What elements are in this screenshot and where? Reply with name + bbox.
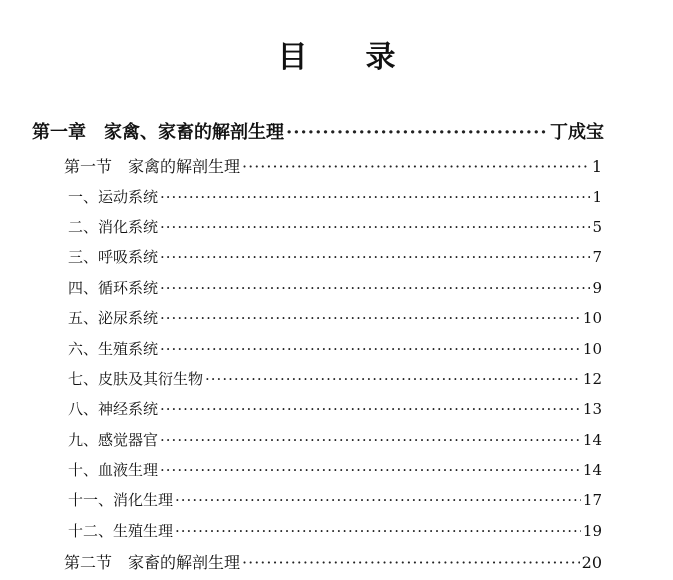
toc-item-3[interactable] <box>68 246 602 267</box>
section-page: 1 <box>591 157 602 176</box>
dot-leader <box>160 248 590 266</box>
section-label: 第一节 家禽的解剖生理 <box>64 157 241 176</box>
toc-item-9[interactable] <box>68 429 602 450</box>
dot-leader <box>160 461 581 479</box>
toc-chapter-1[interactable] <box>32 118 604 144</box>
dot-leader <box>242 553 580 572</box>
item-page: 1 <box>592 188 602 206</box>
item-page: 14 <box>582 431 602 449</box>
dot-leader <box>160 279 590 297</box>
toc-item-10[interactable] <box>68 459 602 480</box>
section-page: 20 <box>581 553 602 572</box>
item-page: 9 <box>592 279 602 297</box>
dot-leader <box>160 431 581 449</box>
dot-leader <box>205 370 581 388</box>
dot-leader <box>160 309 581 327</box>
item-page: 14 <box>582 461 602 479</box>
page-title <box>0 32 673 76</box>
title-char-lu: 录 <box>365 40 396 75</box>
toc-item-12[interactable] <box>68 520 602 541</box>
section-label: 第二节 家畜的解剖生理 <box>64 553 241 572</box>
toc-section-2[interactable] <box>64 550 602 573</box>
item-label: 十、血液生理 <box>68 461 159 479</box>
toc-section-1[interactable] <box>64 154 602 177</box>
chapter-label: 第一章 家禽、家畜的解剖生理 <box>32 122 284 143</box>
item-page: 13 <box>582 400 602 418</box>
toc-item-1[interactable] <box>68 186 602 207</box>
toc-item-2[interactable] <box>68 216 602 237</box>
item-page: 10 <box>582 309 602 327</box>
dot-leader <box>160 340 581 358</box>
title-char-mu: 目 <box>277 40 308 75</box>
dot-leader <box>175 522 581 540</box>
toc-item-8[interactable] <box>68 398 602 419</box>
item-label: 三、呼吸系统 <box>68 248 159 266</box>
item-label: 六、生殖系统 <box>68 340 159 358</box>
toc-item-6[interactable] <box>68 338 602 359</box>
toc-item-4[interactable] <box>68 277 602 298</box>
item-page: 7 <box>592 248 602 266</box>
item-label: 十一、消化生理 <box>68 491 174 509</box>
item-label: 九、感觉器官 <box>68 431 159 449</box>
item-page: 17 <box>582 491 602 509</box>
toc-item-5[interactable] <box>68 307 602 328</box>
item-label: 五、泌尿系统 <box>68 309 159 327</box>
item-label: 一、运动系统 <box>68 188 159 206</box>
item-page: 19 <box>582 522 602 540</box>
chapter-author: 丁成宝 <box>550 122 604 143</box>
item-label: 四、循环系统 <box>68 279 159 297</box>
item-label: 二、消化系统 <box>68 218 159 236</box>
item-label: 七、皮肤及其衍生物 <box>68 370 204 388</box>
dot-leader <box>242 157 590 176</box>
item-page: 10 <box>582 340 602 358</box>
toc-item-11[interactable] <box>68 489 602 510</box>
item-label: 十二、生殖生理 <box>68 522 174 540</box>
item-label: 八、神经系统 <box>68 400 159 418</box>
item-page: 12 <box>582 370 602 388</box>
dot-leader <box>160 188 590 206</box>
item-page: 5 <box>592 218 602 236</box>
dot-leader <box>160 218 590 236</box>
dot-leader <box>175 491 581 509</box>
toc-item-7[interactable] <box>68 368 602 389</box>
dot-leader <box>160 400 581 418</box>
dot-leader <box>286 122 548 143</box>
